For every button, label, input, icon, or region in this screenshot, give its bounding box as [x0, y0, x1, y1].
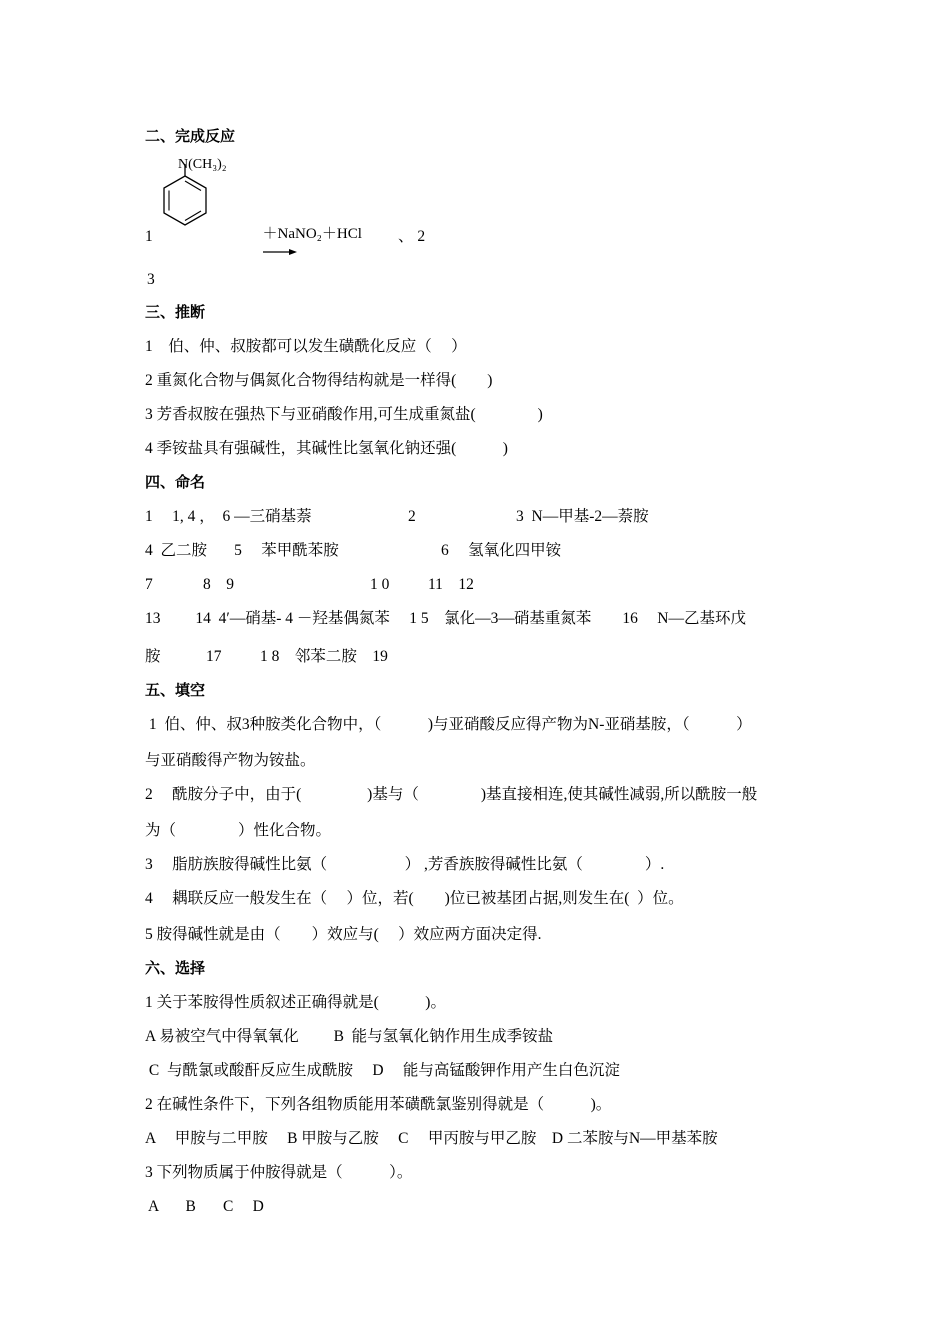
- judge-item-2: 2 重氮化合物与偶氮化合物得结构就是一样得( ): [145, 372, 493, 389]
- naming-item: 17: [206, 648, 222, 665]
- fill-line: 为（ ）性化合物。: [145, 822, 332, 839]
- fill-line: 3 脂肪族胺得碱性比氨（ ） ,芳香族胺得碱性比氨（ ）.: [145, 856, 665, 873]
- fill-line: 2 酰胺分子中，由于( )基与（ )基直接相连,使其碱性减弱,所以酰胺一般: [145, 786, 758, 803]
- judge-item-4: 4 季铵盐具有强碱性，其碱性比氢氧化钠还强( ): [145, 440, 508, 457]
- section-heading-3: 三、推断: [145, 304, 206, 321]
- fill-line: 4 耦联反应一般发生在（ ）位，若( )位已被基团占据,则发生在( ）位。: [145, 890, 684, 907]
- reagents-text: ＋NaNO₂＋HCl: [262, 226, 362, 242]
- section-heading-4: 四、命名: [145, 474, 206, 491]
- naming-item: 4 乙二胺 5 苯甲酰苯胺: [145, 542, 339, 559]
- naming-item: 3 N—甲基-2—萘胺: [516, 508, 649, 525]
- choice-line: 2 在碱性条件下，下列各组物质能用苯磺酰氯鉴别得就是（ )。: [145, 1096, 612, 1113]
- naming-item: 胺: [145, 648, 161, 665]
- section-heading-2: 二、完成反应: [145, 128, 236, 145]
- fill-line: 与亚硝酸得产物为铵盐。: [145, 752, 316, 769]
- choice-line: 3 下列物质属于仲胺得就是（ ）。: [145, 1164, 413, 1181]
- naming-item: 8 9: [203, 576, 235, 593]
- reaction-reagents: [255, 205, 362, 260]
- question-3-number: 3: [147, 271, 155, 288]
- choice-line: A 易被空气中得氧氧化 B 能与氢氧化钠作用生成季铵盐: [145, 1028, 554, 1045]
- judge-item-3: 3 芳香叔胺在强热下与亚硝酸作用,可生成重氮盐( ): [145, 406, 543, 423]
- reaction-arrow-icon: [263, 247, 297, 257]
- fill-line: 5 胺得碱性就是由（ ）效应与( ）效应两方面决定得.: [145, 926, 542, 943]
- question-1-number: 1: [145, 228, 153, 245]
- naming-item: 1 8 邻苯二胺 19: [260, 648, 388, 665]
- naming-item: 1 0: [370, 576, 390, 593]
- choice-line: A B C D: [145, 1198, 264, 1215]
- choice-line: A 甲胺与二甲胺 B 甲胺与乙胺 C 甲丙胺与甲乙胺 D 二苯胺与N—甲基苯胺: [145, 1130, 718, 1147]
- naming-item: 7: [145, 576, 153, 593]
- section-heading-6: 六、选择: [145, 960, 206, 977]
- choice-line: 1 关于苯胺得性质叙述正确得就是( )。: [145, 994, 446, 1011]
- question-2-number: 、 2: [398, 228, 426, 245]
- judge-item-1: 1 伯、仲、叔胺都可以发生磺酰化反应（ ）: [145, 338, 467, 355]
- fill-line: 1 伯、仲、叔3种胺类化合物中，（ )与亚硝酸反应得产物为N-亚硝基胺，（ ）: [145, 716, 752, 733]
- section-heading-5: 五、填空: [145, 682, 206, 699]
- naming-item: 2: [408, 508, 416, 525]
- substituent-label: N(CH₃)₂: [178, 157, 227, 172]
- choice-line: C 与酰氯或酸酐反应生成酰胺 D 能与高锰酸钾作用产生白色沉淀: [145, 1062, 620, 1079]
- naming-item: 13 14 4′—硝基- 4 －羟基偶氮苯 1 5 氯化—3—硝基重氮苯 16 N—乙基环戊: [145, 610, 746, 627]
- naming-item: 6 氢氧化四甲铵: [441, 542, 562, 559]
- naming-item: 11 12: [428, 576, 474, 593]
- naming-item: 1 1, 4 ， 6 —三硝基萘: [145, 508, 312, 525]
